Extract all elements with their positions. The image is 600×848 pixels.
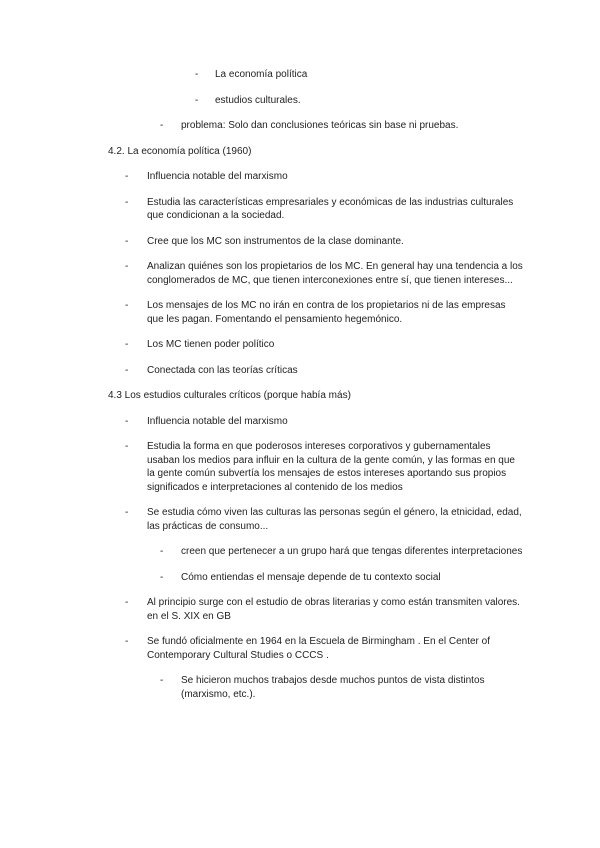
list-item-text: Los mensajes de los MC no irán en contra de los propietarios ni de las empresas que les pagan. Fomentando el pensamiento hegemónico. — [147, 300, 506, 325]
list-item — [108, 571, 524, 585]
bullet-dash: - — [125, 261, 129, 272]
list-item — [108, 545, 524, 559]
list-item — [108, 299, 524, 326]
list-item-text: estudios culturales. — [215, 94, 301, 106]
list-item — [108, 94, 524, 108]
list-item — [108, 338, 524, 352]
bullet-dash: - — [160, 675, 164, 686]
list-item — [108, 196, 524, 223]
list-item — [108, 170, 524, 184]
list-item-text: Influencia notable del marxismo — [147, 415, 288, 427]
bullet-dash: - — [125, 415, 129, 427]
list-item — [108, 68, 524, 82]
bullet-dash: - — [160, 571, 164, 583]
bullet-dash: - — [125, 235, 129, 247]
list-item — [108, 440, 524, 494]
list-item-text: Influencia notable del marxismo — [147, 171, 288, 182]
bullet-dash: - — [195, 69, 199, 80]
bullet-dash: - — [125, 636, 129, 647]
list-item-text: Estudia la forma en que poderosos intereses corporativos y gubernamentales usaban los medios para influir en la cultura de la gente común, y las formas en que la gente común subvertía los mensajes de estos intereses aportando sus propios significados e interpretaciones al contenido de los medios — [147, 441, 515, 493]
bullet-dash: - — [195, 94, 199, 106]
list-item-text: Se estudia cómo viven las culturas las personas según el género, la etnicidad, edad, las prácticas de consumo... — [147, 507, 522, 532]
bullet-dash: - — [125, 300, 129, 311]
list-item — [108, 506, 524, 533]
list-item-text: Cree que los MC son instrumentos de la clase dominante. — [147, 235, 404, 247]
list-item — [108, 674, 524, 701]
list-item-text: Estudia las características empresariales y económicas de las industrias culturales que condicionan a la sociedad. — [147, 196, 514, 221]
list-item — [108, 415, 524, 429]
bullet-dash: - — [125, 441, 129, 452]
list-item — [108, 119, 524, 133]
list-item — [108, 364, 524, 378]
bullet-dash: - — [160, 546, 164, 557]
section-heading: 4.2. La economía política (1960) — [108, 145, 252, 157]
list-item-text: Los MC tienen poder político — [147, 339, 275, 350]
list-item-text: La economía política — [215, 69, 308, 80]
list-item-text: Al principio surge con el estudio de obras literarias y como están transmiten valores. en el S. XIX en GB — [147, 597, 520, 622]
list-item-text: Cómo entiendas el mensaje depende de tu contexto social — [181, 571, 441, 583]
bullet-dash: - — [125, 364, 129, 376]
bullet-dash: - — [125, 597, 129, 608]
list-item — [108, 235, 524, 249]
list-item-text: Analizan quiénes son los propietarios de los MC. En general hay una tendencia a los conglomerados de MC, que tienen interconexiones entre sí, que tienen intereses... — [147, 261, 523, 286]
bullet-dash: - — [125, 339, 129, 350]
list-item-text: Se hicieron muchos trabajos desde muchos puntos de vista distintos (marxismo, etc.). — [181, 675, 485, 700]
list-item-text: problema: Solo dan conclusiones teóricas sin base ni pruebas. — [181, 120, 459, 131]
section-heading: 4.3 Los estudios culturales críticos (porque había más) — [108, 390, 351, 401]
list-item-text: creen que pertenecer a un grupo hará que tengas diferentes interpretaciones — [181, 546, 523, 557]
bullet-dash: - — [125, 507, 129, 518]
list-item — [108, 260, 524, 287]
list-item-text: Conectada con las teorías críticas — [147, 364, 298, 376]
bullet-dash: - — [160, 120, 164, 131]
list-item — [108, 596, 524, 623]
bullet-dash: - — [125, 196, 129, 208]
list-item — [108, 635, 524, 662]
list-item-text: Se fundó oficialmente en 1964 en la Escuela de Birmingham . En el Center of Contemporary Cultural Studies o CCCS . — [147, 636, 490, 661]
bullet-dash: - — [125, 171, 129, 182]
